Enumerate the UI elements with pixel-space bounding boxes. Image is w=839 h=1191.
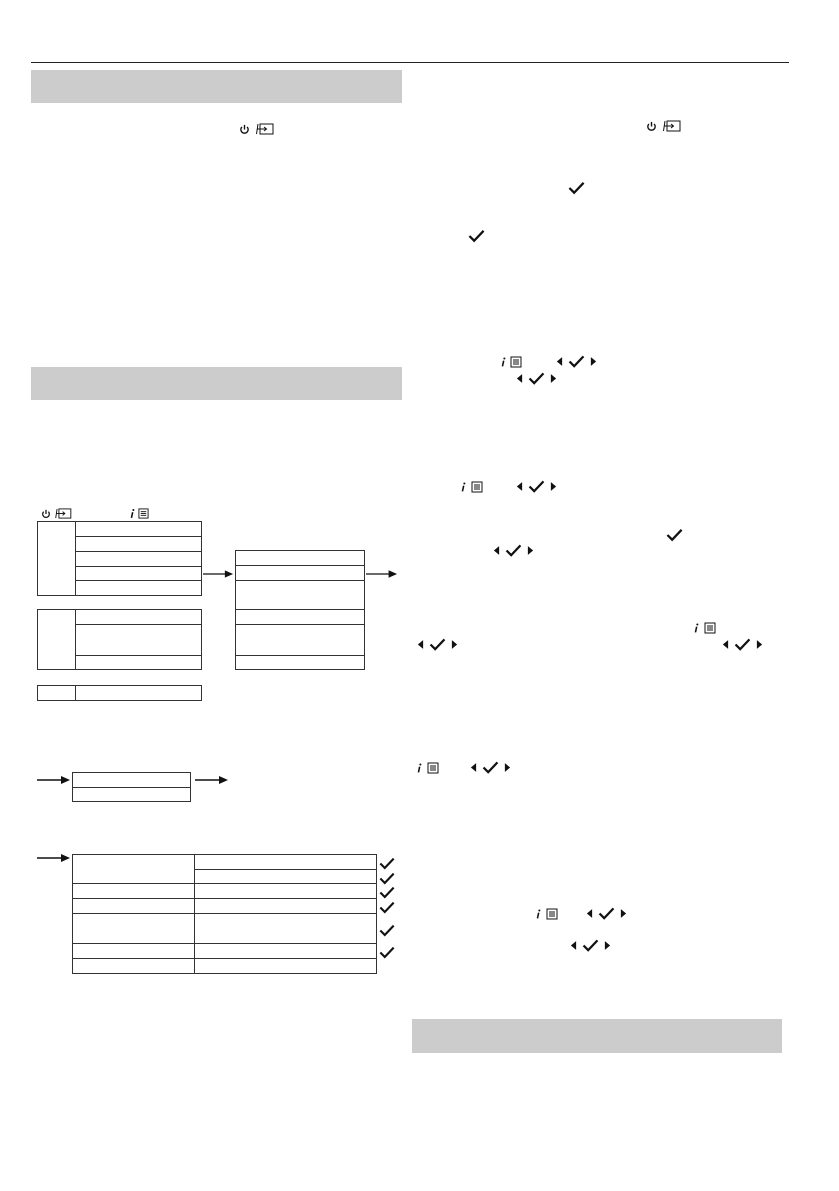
checkmark-icon (666, 528, 683, 542)
submenu-row-line (235, 624, 365, 625)
input-source-icon (256, 123, 274, 135)
menu-row-line (75, 566, 202, 567)
right-arrow-icon (590, 356, 597, 367)
input-source-icon (663, 120, 681, 132)
section-heading-bar (31, 70, 402, 103)
checkmark-icon (734, 638, 751, 651)
checkmark-icon (568, 181, 585, 195)
info-icon (693, 622, 700, 634)
right-arrow-icon (550, 373, 557, 384)
menu-list-icon (704, 622, 716, 634)
info-icon (535, 908, 542, 920)
menu-list-icon (427, 762, 439, 774)
left-arrow-icon (493, 545, 500, 556)
power-icon (41, 509, 51, 519)
settings-row-line (72, 913, 377, 914)
right-arrow-icon (527, 545, 534, 556)
menu-row-line (75, 655, 202, 656)
menu-list-icon (138, 508, 149, 519)
left-arrow-icon (586, 908, 593, 919)
settings-row-line (72, 943, 377, 944)
checkmark-icon (379, 857, 395, 870)
submenu-box (235, 550, 365, 596)
left-arrow-icon (570, 940, 577, 951)
right-arrow-icon (451, 639, 458, 650)
left-arrow-icon (470, 762, 477, 773)
checkmark-icon (379, 946, 395, 959)
flow-arrow-icon (366, 569, 398, 579)
left-arrow-icon (722, 639, 729, 650)
left-arrow-icon (516, 373, 523, 384)
menu-divider (75, 685, 76, 701)
right-arrow-icon (604, 940, 611, 951)
checkmark-icon (528, 372, 545, 385)
checkmark-icon (429, 638, 446, 651)
right-arrow-icon (620, 908, 627, 919)
right-arrow-icon (504, 762, 511, 773)
checkmark-icon (582, 939, 599, 952)
submenu-row-line (235, 565, 365, 566)
checkmark-icon (468, 229, 485, 243)
settings-table-divider (194, 854, 195, 974)
menu-group-box (37, 685, 202, 701)
checkmark-icon (482, 761, 499, 774)
menu-list-icon (546, 908, 558, 920)
settings-table (72, 854, 377, 974)
left-arrow-icon (556, 356, 563, 367)
submenu-row-line (235, 580, 365, 581)
info-icon (500, 356, 507, 368)
checkmark-icon (379, 872, 395, 885)
right-arrow-icon (756, 639, 763, 650)
menu-group-box (37, 609, 202, 670)
info-icon (129, 508, 136, 519)
settings-row-line (72, 898, 377, 899)
submenu-row-line (235, 655, 365, 656)
checkmark-icon (598, 907, 615, 920)
menu-list-icon (510, 356, 522, 368)
submenu-box (235, 595, 365, 670)
menu-row-line (75, 536, 202, 537)
input-source-icon (55, 508, 72, 519)
power-icon (646, 121, 657, 132)
right-arrow-icon (550, 481, 557, 492)
settings-row-line (72, 958, 377, 959)
menu-divider (75, 521, 76, 596)
checkmark-icon (379, 886, 395, 899)
info-icon (460, 481, 467, 493)
settings-row-line (194, 869, 377, 870)
checkmark-icon (568, 355, 585, 368)
checkmark-icon (379, 901, 395, 914)
submenu-row-line (235, 609, 365, 610)
checkmark-icon (528, 480, 545, 493)
info-icon (416, 762, 423, 774)
menu-row-line (75, 624, 202, 625)
section-heading-bar (31, 367, 402, 400)
menu-row-line (75, 551, 202, 552)
menu-divider (75, 609, 76, 670)
menu-group-box (37, 521, 202, 596)
menu-list-icon (471, 481, 483, 493)
section-heading-bar (412, 1019, 782, 1053)
flow-arrow-icon (203, 569, 234, 579)
left-arrow-icon (516, 481, 523, 492)
left-arrow-icon (417, 639, 424, 650)
header-rule (31, 62, 789, 63)
power-icon (239, 124, 250, 135)
option-row-line (72, 787, 191, 788)
settings-row-line (72, 883, 377, 884)
checkmark-icon (379, 924, 395, 937)
flow-arrow-icon (37, 853, 71, 863)
flow-arrow-icon (37, 775, 71, 785)
menu-row-line (75, 580, 202, 581)
flow-arrow-icon (195, 775, 229, 785)
checkmark-icon (505, 544, 522, 557)
